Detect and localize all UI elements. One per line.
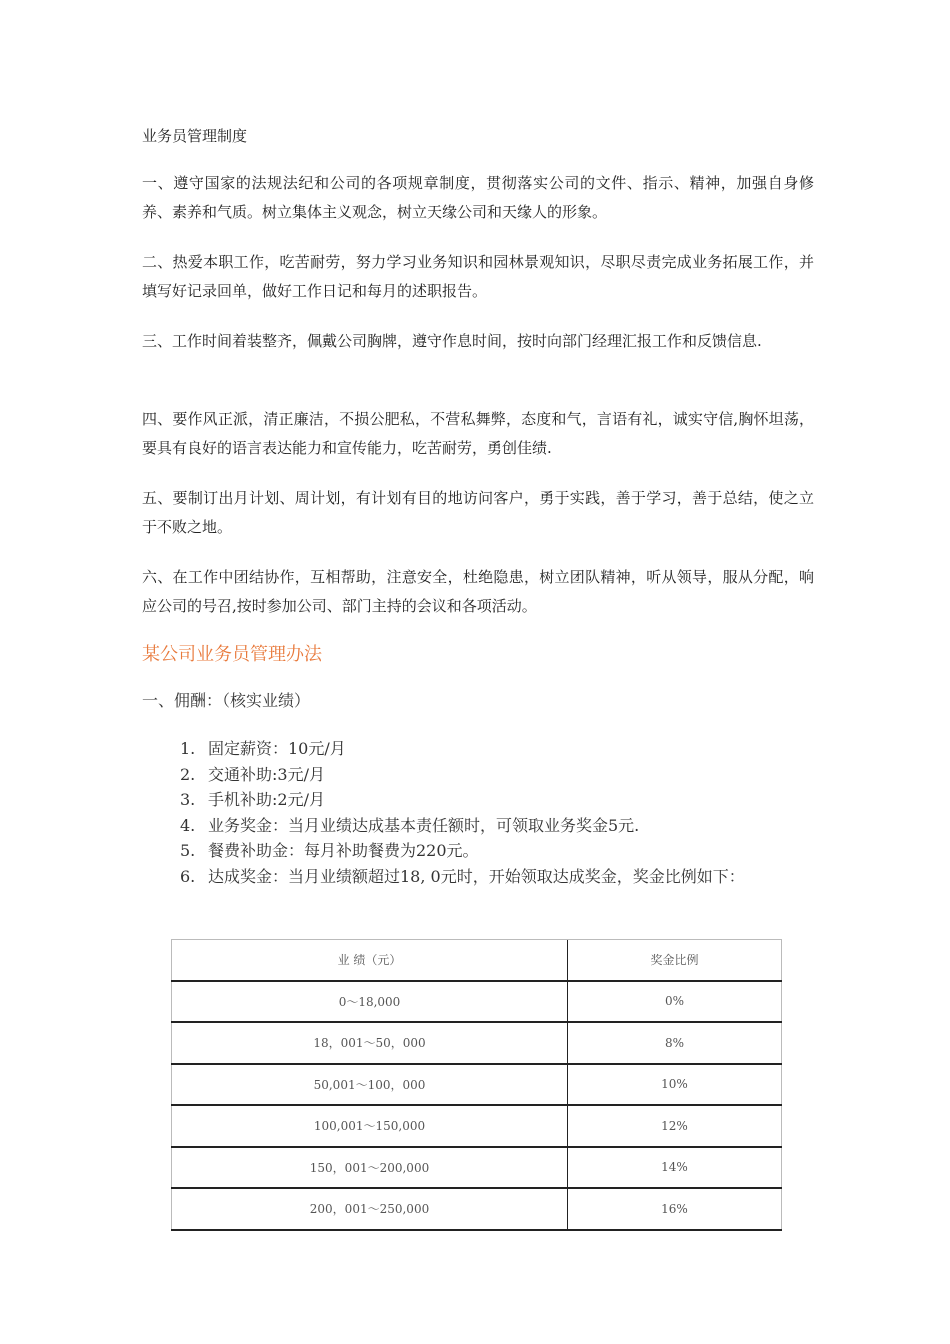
table-row: [171, 982, 782, 1024]
list-item: [142, 864, 814, 890]
table-header-cell: 业 绩（元）: [171, 940, 568, 980]
list-item-text: 业务奖金：当月业绩达成基本责任额时，可领取业务奖金5元.: [208, 815, 640, 835]
table-cell-performance: 150，001～200,000: [171, 1148, 568, 1188]
list-item-number: 2.: [180, 764, 196, 784]
table-cell-ratio: 8%: [568, 1023, 782, 1063]
rule-paragraph-6: 六、在工作中团结协作，互相帮助，注意安全，杜绝隐患，树立团队精神，听从领导，服从分配，响应公司的号召,按时参加公司、部门主持的会议和各项活动。: [142, 568, 814, 615]
list-item-text: 交通补助:3元/月: [208, 764, 325, 784]
table-header-cell: 奖金比例: [568, 940, 782, 980]
compensation-list: [142, 736, 814, 889]
section-heading: 某公司业务员管理办法: [142, 644, 322, 665]
list-item: [142, 838, 814, 864]
table-cell-performance: 50,001～100，000: [171, 1065, 568, 1105]
table-cell-performance: 18，001～50，000: [171, 1023, 568, 1063]
table-row: [171, 1189, 782, 1231]
list-item-number: 3.: [180, 790, 196, 809]
bonus-ratio-table: [171, 939, 782, 1231]
table-row: [171, 1065, 782, 1107]
list-item-number: 1.: [180, 739, 196, 758]
list-item: [142, 787, 814, 813]
table-row: [171, 1023, 782, 1065]
rule-paragraph-5: 五、要制订出月计划、周计划，有计划有目的地访问客户，勇于实践，善于学习，善于总结，使之立于不败之地。: [142, 489, 814, 536]
rule-paragraph-1: 一、遵守国家的法规法纪和公司的各项规章制度，贯彻落实公司的文件、指示、精神，加强自身修养、素养和气质。树立集体主义观念，树立天缘公司和天缘人的形象。: [142, 174, 814, 221]
sub-heading: 一、佣酬：（核实业绩）: [142, 691, 311, 710]
list-item-number: 5.: [180, 841, 196, 860]
list-item: [142, 736, 814, 762]
table-row: [171, 1148, 782, 1190]
document-title: 业务员管理制度: [142, 127, 248, 145]
list-item-number: 4.: [180, 815, 196, 835]
table-row: [171, 1106, 782, 1148]
list-item-text: 达成奖金：当月业绩额超过18, 0元时，开始领取达成奖金，奖金比例如下：: [208, 866, 745, 886]
table-header-row: [171, 940, 782, 982]
rule-paragraph-2: 二、热爱本职工作，吃苦耐劳，努力学习业务知识和园林景观知识，尽职尽责完成业务拓展工作，并填写好记录回单，做好工作日记和每月的述职报告。: [142, 253, 814, 300]
table-cell-ratio: 16%: [568, 1189, 782, 1229]
list-item: [142, 813, 814, 839]
list-item-number: 6.: [180, 866, 196, 886]
list-item-text: 餐费补助金：每月补助餐费为220元。: [208, 841, 479, 860]
table-cell-performance: 200，001～250,000: [171, 1189, 568, 1229]
rule-paragraph-3: 三、工作时间着装整齐，佩戴公司胸牌，遵守作息时间，按时向部门经理汇报工作和反馈信息.: [142, 332, 762, 350]
table-cell-ratio: 12%: [568, 1106, 782, 1146]
table-cell-ratio: 14%: [568, 1148, 782, 1188]
list-item-text: 手机补助:2元/月: [208, 790, 325, 809]
table-cell-ratio: 10%: [568, 1065, 782, 1105]
table-cell-performance: 100,001～150,000: [171, 1106, 568, 1146]
list-item: [142, 762, 814, 788]
table-cell-ratio: 0%: [568, 982, 782, 1022]
rule-paragraph-4: 四、要作风正派，清正廉洁，不损公肥私，不营私舞弊，态度和气，言语有礼，诚实守信,胸怀坦荡，要具有良好的语言表达能力和宣传能力，吃苦耐劳，勇创佳绩.: [142, 410, 814, 457]
list-item-text: 固定薪资：10元/月: [208, 739, 346, 758]
table-cell-performance: 0～18,000: [171, 982, 568, 1022]
